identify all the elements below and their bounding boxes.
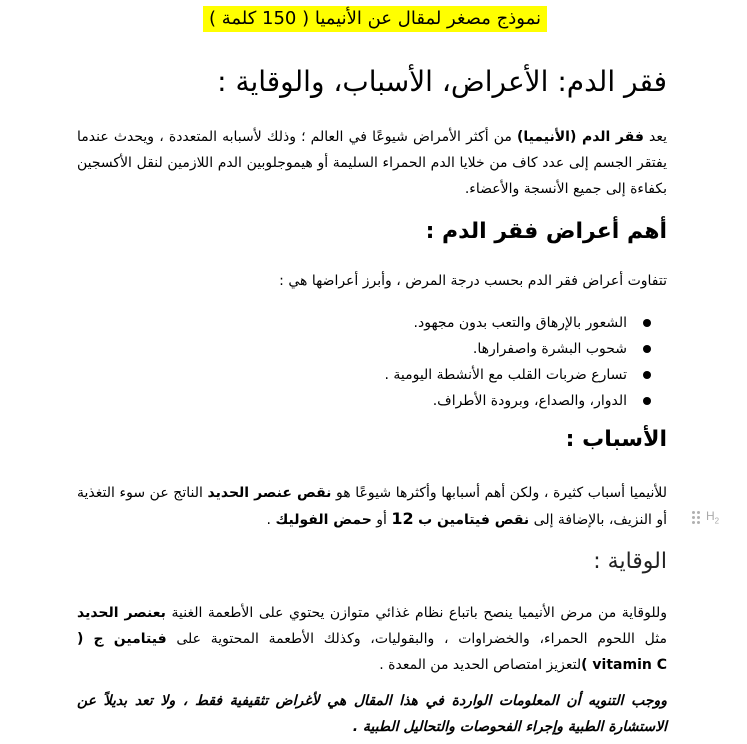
list-item <box>307 388 667 414</box>
list-item-text: الشعور بالإرهاق والتعب بدون مجهود. <box>413 315 627 331</box>
intro-paragraph <box>77 124 667 202</box>
prevention-heading: الوقاية : <box>593 549 667 574</box>
heading-type-indicator[interactable] <box>706 509 719 525</box>
intro-rest: من أكثر الأمراض شيوعًا في العالم ؛ وذلك لأسبابه المتعددة ، ويحدث عندما يفتقر الجسم إلى عدد كاف من خلايا الدم الحمراء السليمة أو هيموجلوبين الدم اللازمين لنقل الأكسجين بكفاءة إلى جميع الأنسجة والأعضاء. <box>77 129 667 197</box>
causes-heading: الأسباب : <box>565 427 667 452</box>
causes-text-4: . <box>266 512 276 528</box>
prevention-text-3: لتعزيز امتصاص الحديد من المعدة . <box>379 657 582 673</box>
heading-type-letter: H <box>706 508 715 523</box>
block-drag-handle[interactable] <box>692 510 726 524</box>
causes-paragraph <box>77 480 667 533</box>
list-item <box>307 336 667 362</box>
symptoms-intro: تتفاوت أعراض فقر الدم بحسب درجة المرض ، وأبرز أعراضها هي : <box>279 273 667 289</box>
page-title: فقر الدم: الأعراض، الأسباب، والوقاية : <box>217 65 667 98</box>
list-item-text: شحوب البشرة واصفرارها. <box>472 341 627 357</box>
badge-wrap <box>203 6 547 32</box>
intro-lead: يعد <box>643 129 668 145</box>
prevention-paragraph <box>77 600 667 678</box>
prevention-text-2: مثل اللحوم الحمراء، والخضراوات ، والبقوليات، وكذلك الأطعمة المحتوية على <box>166 631 667 647</box>
highlighted-badge: نموذج مصغر لمقال عن الأنيميا ( 150 كلمة ) <box>203 6 547 32</box>
causes-text-3: أو <box>371 512 392 528</box>
bullet-icon <box>643 345 651 353</box>
bullet-icon <box>643 319 651 327</box>
symptoms-heading: أهم أعراض فقر الدم : <box>425 219 667 244</box>
prevention-bold-vitamin-c: فيتامين ج ( vitamin C ) <box>77 631 667 673</box>
prevention-bold-iron: بعنصر الحديد <box>77 605 166 621</box>
causes-text-1: للأنيميا أسباب كثيرة ، ولكن أهم أسبابها وأكثرها شيوعًا هو <box>331 485 667 501</box>
heading-type-level: 2 <box>714 516 720 526</box>
list-item <box>307 310 667 336</box>
causes-text-2: الناتج عن سوء التغذية أو النزيف، بالإضافة إلى <box>77 485 667 528</box>
bullet-icon <box>643 371 651 379</box>
list-item-text: الدوار، والصداع، وبرودة الأطراف. <box>432 393 627 409</box>
causes-number: 12 <box>391 509 414 528</box>
disclaimer: ووجب التنويه أن المعلومات الواردة في هذا المقال هي لأغراض تثقيفية فقط ، ولا تعد بديلاً عن الاستشارة الطبية وإجراء الفحوصات والتحاليل الطبية . <box>77 693 667 735</box>
list-item-text: تسارع ضربات القلب مع الأنشطة اليومية . <box>384 367 627 383</box>
drag-grip-icon[interactable] <box>692 511 700 524</box>
bullet-icon <box>643 397 651 405</box>
list-item <box>307 362 667 388</box>
causes-bold-vitamin: نقص فيتامين ب <box>418 512 530 528</box>
prevention-text-1: وللوقاية من مرض الأنيميا ينصح باتباع نظام غذائي متوازن يحتوي على الأطعمة الغنية <box>165 605 668 621</box>
causes-bold-iron: نقص عنصر الحديد <box>207 485 332 501</box>
symptoms-list <box>307 310 667 414</box>
causes-bold-folic: حمض الفوليك <box>275 512 372 528</box>
intro-bold: فقر الدم (الأنيميا) <box>517 129 644 145</box>
